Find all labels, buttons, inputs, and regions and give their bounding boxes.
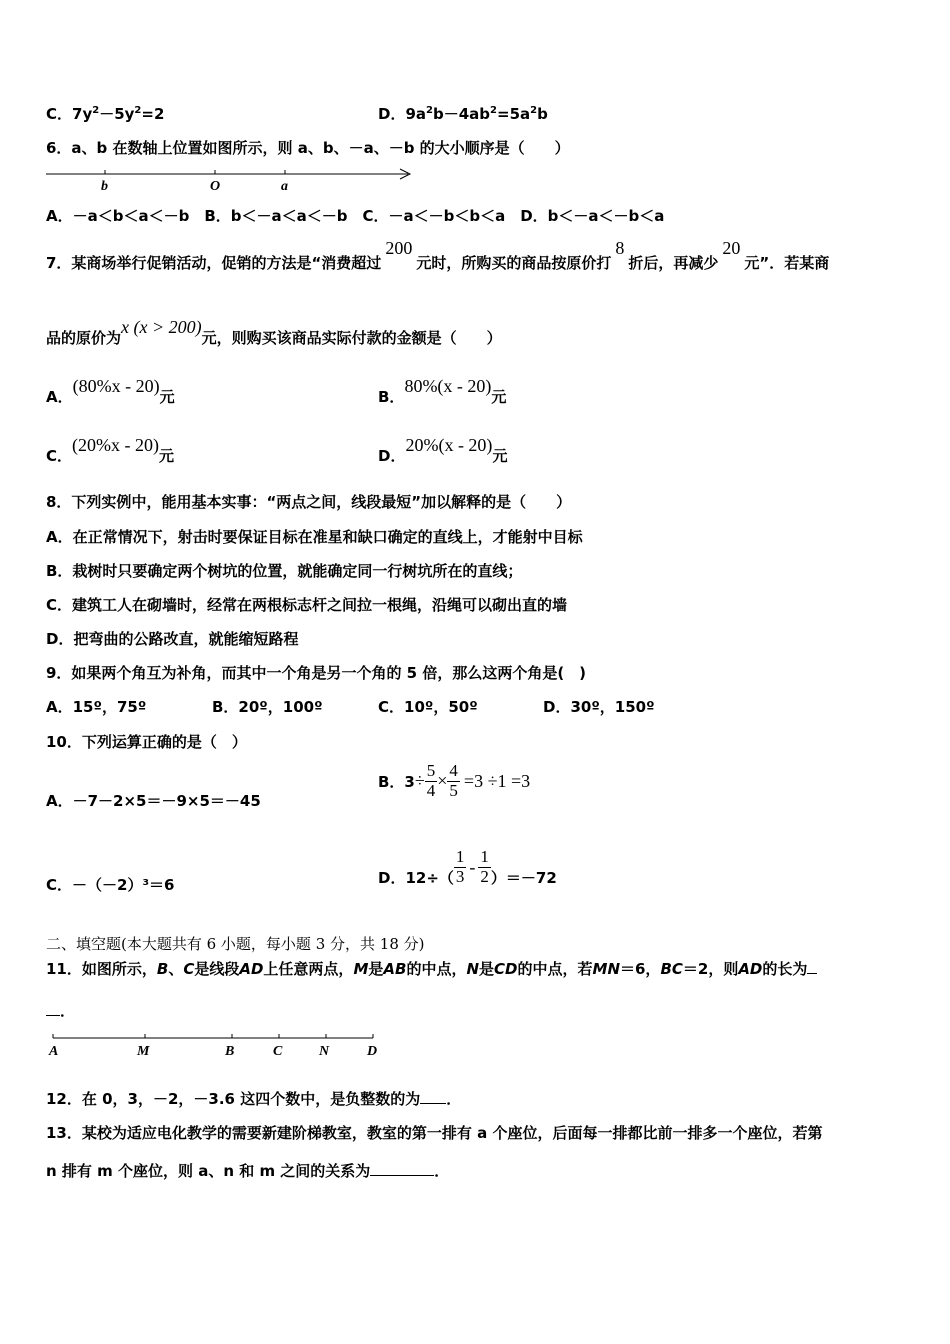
q10-option-d: D．12÷（ $\frac{1}{3}$ - $\frac{1}{2}$ ）＝－72 [378,847,557,887]
q12-answer-blank [420,1103,446,1104]
q10-stem: 10．下列运算正确的是（ ） [46,733,247,751]
q11-blank-continued: ． [46,1000,75,1021]
point-label-d: D [367,1044,378,1059]
q6-number-line [44,164,416,194]
axis-label-o: O [210,179,221,194]
q10-option-a: A．－7－2×5＝－9×5＝－45 [46,792,261,810]
point-label-a: A [49,1044,59,1059]
q7-stem-line2: 品的原价为x (x > 200)元，则购买该商品实际付款的金额是（ ） [46,317,502,347]
q7-option-c: C．(20%x - 20)元 [46,435,175,465]
q8-stem: 8．下列实例中，能用基本实事：“两点之间，线段最短”加以解释的是（ ） [46,493,572,511]
point-label-m: M [137,1044,150,1059]
q11-answer-blank-part2 [46,1015,60,1016]
q11-segment-figure [46,1030,386,1060]
q5-option-c: C．$7y^2-5y^2=2$ [46,105,165,123]
q6-options: A．－a＜b＜a＜－b B．b＜－a＜a＜－b C．－a＜－b＜b＜a D．b＜－a＜－b＜a [46,207,665,225]
q10-option-b: B．3÷ $\frac{5}{4}$ × $\frac{4}{5}$ =3 ÷1 =3 [378,761,531,800]
point-label-n: N [319,1044,330,1059]
point-label-c: C [273,1044,283,1059]
q11-answer-blank-part1 [807,973,817,974]
q7-option-a: A．(80%x - 20)元 [46,376,175,406]
q13-stem-line2: n 排有 m 个座位，则 a、n 和 m 之间的关系为 ． [46,1162,450,1180]
q8-option-d: D．把弯曲的公路改直，就能缩短路程 [46,630,299,648]
q9-stem: 9．如果两个角互为补角，而其中一个角是另一个角的 5 倍，那么这两个角是( ) [46,664,587,682]
q7-stem-line1: 7．某商场举行促销活动，促销的方法是“消费超过200元时，所购买的商品按原价打8折后，再减少20元”．若某商 [46,238,830,272]
q10-option-c: C．－（－2）³＝6 [46,876,175,894]
q12-stem: 12．在 0，3，－2，－3.6 这四个数中，是负整数的为 ． [46,1090,462,1108]
q9-option-a: A．15º，75º [46,698,147,716]
q7-option-d: D．20%(x - 20)元 [378,435,508,465]
q8-option-a: A．在正常情况下，射击时要保证目标在准星和缺口确定的直线上，才能射中目标 [46,528,583,546]
q13-answer-blank [370,1175,434,1176]
q6-stem: 6．a、b 在数轴上位置如图所示，则 a、b、－a、－b 的大小顺序是（ ） [46,139,570,157]
q5-option-d: D．$9a^2b-4ab^2=5a^2b$ [378,105,548,123]
q13-stem-line1: 13．某校为适应电化教学的需要新建阶梯教室，教室的第一排有 a 个座位，后面每一排都比前一排多一个座位，若第 [46,1124,823,1142]
q8-option-b: B．栽树时只要确定两个树坑的位置，就能确定同一行树坑所在的直线； [46,562,523,580]
q8-option-c: C．建筑工人在砌墙时，经常在两根标志杆之间拉一根绳，沿绳可以砌出直的墙 [46,596,568,614]
q11-stem: 11．如图所示，B、C是线段AD上任意两点，M是AB的中点，N是CD的中点，若MN＝6，BC＝2，则AD的长为 [46,958,817,979]
q9-option-b: B．20º，100º [212,698,323,716]
q9-option-c: C．10º，50º [378,698,478,716]
section-2-title: 二、填空题(本大题共有 6 小题，每小题 3 分，共 18 分) [46,935,425,953]
axis-label-a: a [281,179,288,194]
axis-label-b: b [101,179,108,194]
q7-option-b: B．80%(x - 20)元 [378,376,507,406]
q9-option-d: D．30º，150º [543,698,655,716]
point-label-b: B [225,1044,235,1059]
